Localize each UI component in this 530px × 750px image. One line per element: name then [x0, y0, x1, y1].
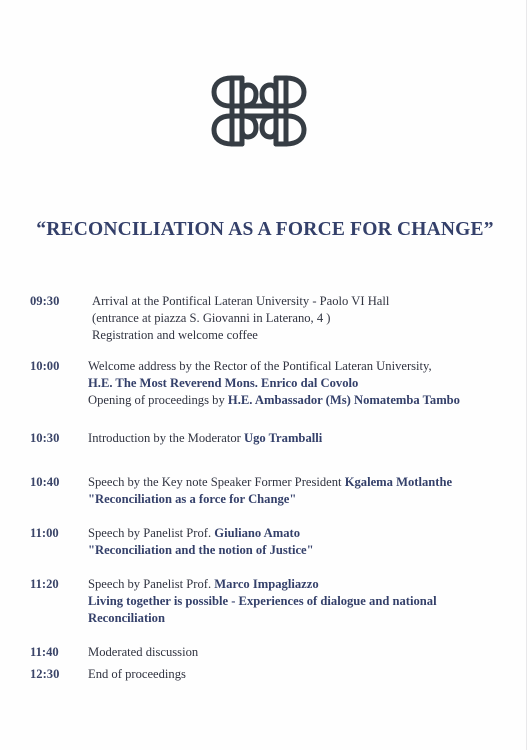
- schedule-line: (entrance at piazza S. Giovanni in Laterano, 4 ): [92, 311, 331, 325]
- schedule-description: [88, 644, 508, 661]
- schedule-line: Introduction by the Moderator Ugo Tramballi: [88, 431, 323, 445]
- schedule-description: [88, 576, 508, 627]
- schedule-description: [88, 666, 508, 683]
- schedule-time: 11:40: [30, 645, 59, 659]
- schedule-time: 10:00: [30, 359, 60, 373]
- schedule-time: 09:30: [30, 294, 60, 308]
- schedule-time: 10:30: [30, 431, 60, 445]
- schedule-time: 12:30: [30, 667, 60, 681]
- schedule-line: Registration and welcome coffee: [92, 328, 258, 342]
- schedule-description: [88, 525, 508, 559]
- schedule-description: [92, 293, 512, 344]
- schedule-description: [88, 358, 508, 409]
- schedule-line: End of proceedings: [88, 667, 186, 681]
- schedule-line: Opening of proceedings by H.E. Ambassador (Ms) Nomatemba Tambo: [88, 393, 460, 407]
- schedule-time: 11:20: [30, 577, 59, 591]
- schedule-time: 10:40: [30, 475, 60, 489]
- schedule-line: Reconciliation: [88, 611, 165, 625]
- schedule-line: "Reconciliation as a force for Change": [88, 492, 297, 506]
- schedule-description: [88, 430, 508, 447]
- page-edge-divider: [526, 0, 527, 750]
- schedule-line: Speech by the Key note Speaker Former President Kgalema Motlanthe: [88, 475, 453, 489]
- schedule-line: Moderated discussion: [88, 645, 199, 659]
- schedule-description: [88, 474, 508, 508]
- schedule-line: Welcome address by the Rector of the Pontifical Lateran University,: [88, 359, 432, 373]
- schedule-line: "Reconciliation and the notion of Justice": [88, 543, 314, 557]
- schedule-time: 11:00: [30, 526, 59, 540]
- logo-knot-emblem: [210, 70, 308, 152]
- schedule-line: Speech by Panelist Prof. Giuliano Amato: [88, 526, 301, 540]
- schedule-line: Arrival at the Pontifical Lateran University - Paolo VI Hall: [92, 294, 390, 308]
- page-title: “RECONCILIATION AS A FORCE FOR CHANGE”: [36, 219, 494, 240]
- schedule-line: Living together is possible - Experiences of dialogue and national: [88, 594, 437, 608]
- schedule-line: H.E. The Most Reverend Mons. Enrico dal Covolo: [88, 376, 359, 390]
- schedule-line: Speech by Panelist Prof. Marco Impagliazzo: [88, 577, 319, 591]
